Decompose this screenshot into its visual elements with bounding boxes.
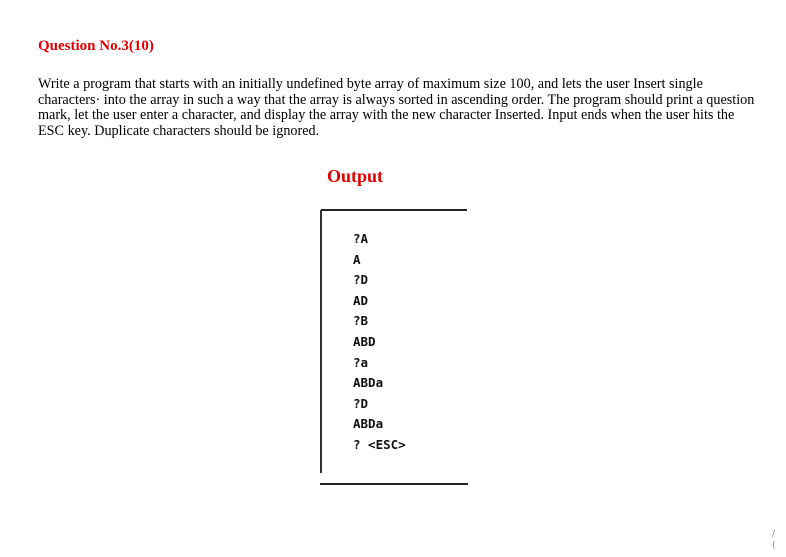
output-line: A (353, 251, 361, 267)
figure-top-border (321, 209, 467, 211)
output-line: ABDa (353, 416, 384, 432)
output-heading: Output (327, 166, 384, 186)
output-line: ?D (353, 395, 369, 411)
figure-bottom-border (320, 483, 468, 485)
output-line: AD (353, 292, 369, 308)
figure-left-border (320, 210, 322, 473)
output-line: ABDa (353, 375, 384, 391)
output-line: ? <ESC> (353, 436, 406, 452)
question-title: Question No.3(10) (38, 38, 154, 54)
corner-marks (772, 528, 776, 552)
output-line: ABD (353, 333, 376, 349)
corner-mark: / (772, 529, 776, 539)
corner-mark: ( (772, 541, 776, 551)
output-line: ?a (353, 354, 369, 370)
question-text: Write a program that starts with an initially undefined byte array of maximum size 100, and lets the user Insert single characters· into the array in such a way that the array is always sorted in ascending order. The program should print a question mark, let the user enter a character, and display the array with the new character Inserted. Input ends when the user hits the ESC key. Duplicate characters should be ignored. (38, 76, 755, 139)
output-lines (353, 229, 406, 456)
output-line: ?D (353, 272, 369, 288)
sample-output-figure (320, 209, 468, 486)
output-line: ?A (353, 231, 369, 246)
output-line: ?B (353, 313, 369, 329)
